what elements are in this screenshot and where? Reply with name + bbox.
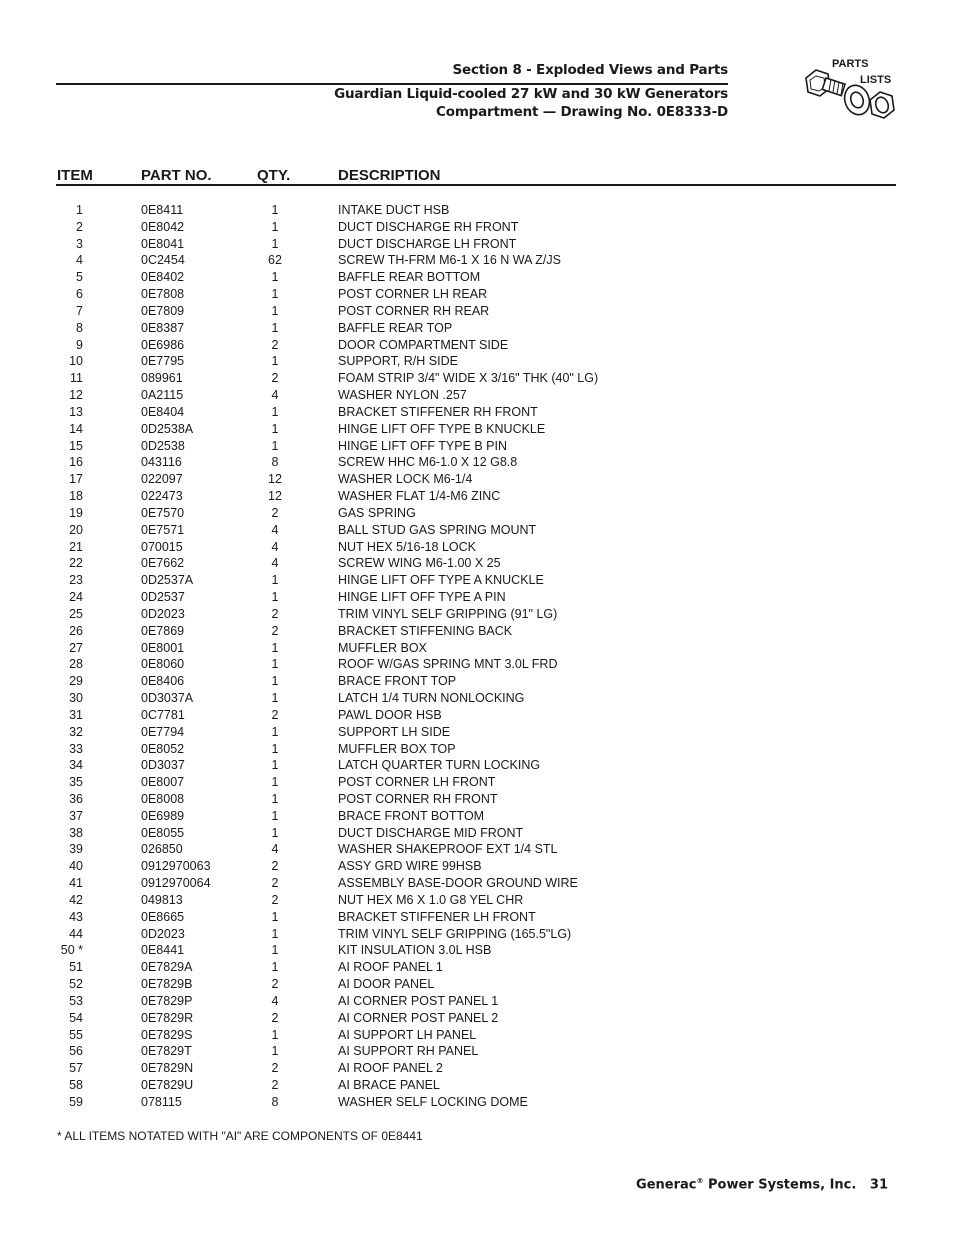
quantity: 8 xyxy=(271,1094,279,1109)
part-number: 070015 xyxy=(141,539,183,554)
table-row xyxy=(0,421,954,438)
quantity: 2 xyxy=(271,623,279,638)
parts-lists-logo xyxy=(800,56,900,136)
quantity: 1 xyxy=(271,1027,279,1042)
quantity: 2 xyxy=(271,606,279,621)
table-row xyxy=(0,320,954,337)
part-number: 022097 xyxy=(141,472,183,487)
table-row xyxy=(0,959,954,976)
item-number: 36 xyxy=(69,791,83,806)
quantity: 1 xyxy=(271,926,279,941)
item-number: 53 xyxy=(69,993,83,1008)
item-number: 26 xyxy=(69,623,83,638)
table-row xyxy=(0,1010,954,1027)
description: BRACKET STIFFENER RH FRONT xyxy=(338,404,538,419)
description: DUCT DISCHARGE MID FRONT xyxy=(338,825,524,840)
part-number: 0E8387 xyxy=(141,320,185,335)
item-number: 19 xyxy=(69,505,83,520)
item-number: 52 xyxy=(69,977,83,992)
part-number: 0E8008 xyxy=(141,791,185,806)
description: WASHER LOCK M6-1/4 xyxy=(338,472,473,487)
item-number: 17 xyxy=(69,472,83,487)
description: POST CORNER LH REAR xyxy=(338,287,488,302)
description: AI SUPPORT LH PANEL xyxy=(338,1027,477,1042)
part-number: 0E7829S xyxy=(141,1027,193,1042)
description: BRACKET STIFFENER LH FRONT xyxy=(338,909,536,924)
description: POST CORNER RH REAR xyxy=(338,303,490,318)
quantity: 1 xyxy=(271,438,279,453)
quantity: 4 xyxy=(271,556,279,571)
item-number: 54 xyxy=(69,1010,83,1025)
part-number: 0E8404 xyxy=(141,404,185,419)
description: TRIM VINYL SELF GRIPPING (165.5"LG) xyxy=(338,926,572,941)
table-row xyxy=(0,993,954,1010)
part-number: 0E8052 xyxy=(141,741,185,756)
item-number: 56 xyxy=(69,1044,83,1059)
part-number: 0E7808 xyxy=(141,287,185,302)
quantity: 4 xyxy=(271,522,279,537)
part-number: 0E8406 xyxy=(141,674,185,689)
description: SCREW TH-FRM M6-1 X 16 N WA Z/JS xyxy=(338,253,561,268)
item-number: 21 xyxy=(69,539,83,554)
quantity: 1 xyxy=(271,640,279,655)
description: WASHER NYLON .257 xyxy=(338,388,467,403)
quantity: 1 xyxy=(271,303,279,318)
item-number: 5 xyxy=(76,270,83,285)
part-number: 0E8665 xyxy=(141,909,185,924)
part-number: 0E7829A xyxy=(141,960,193,975)
table-row xyxy=(0,353,954,370)
description: AI CORNER POST PANEL 2 xyxy=(338,1010,499,1025)
quantity: 8 xyxy=(271,455,279,470)
item-number: 16 xyxy=(69,455,83,470)
drawing-subtitle: Compartment — Drawing No. 0E8333-D xyxy=(436,104,728,120)
table-row xyxy=(0,269,954,286)
footer-company: Power Systems, Inc. xyxy=(703,1177,857,1193)
registered-mark: ® xyxy=(696,1177,704,1185)
description: ASSY GRD WIRE 99HSB xyxy=(338,859,482,874)
part-number: 049813 xyxy=(141,892,183,907)
item-number: 14 xyxy=(69,421,83,436)
quantity: 1 xyxy=(271,741,279,756)
part-number: 0E8055 xyxy=(141,825,185,840)
part-number: 0D3037 xyxy=(141,758,185,773)
part-number: 0E6989 xyxy=(141,808,185,823)
quantity: 1 xyxy=(271,203,279,217)
description: HINGE LIFT OFF TYPE A KNUCKLE xyxy=(338,573,544,588)
table-row xyxy=(0,690,954,707)
description: MUFFLER BOX xyxy=(338,640,427,655)
item-number: 33 xyxy=(69,741,83,756)
quantity: 1 xyxy=(271,287,279,302)
table-row xyxy=(0,825,954,842)
part-number: 0D2537 xyxy=(141,590,185,605)
description: ROOF W/GAS SPRING MNT 3.0L FRD xyxy=(338,657,558,672)
item-number: 51 xyxy=(69,960,83,975)
quantity: 4 xyxy=(271,842,279,857)
quantity: 2 xyxy=(271,892,279,907)
table-row xyxy=(0,1094,954,1111)
item-number: 41 xyxy=(69,876,83,891)
part-number: 0E7829B xyxy=(141,977,193,992)
part-number: 0C2454 xyxy=(141,253,185,268)
quantity: 12 xyxy=(268,489,282,504)
table-row xyxy=(0,252,954,269)
item-number: 31 xyxy=(69,707,83,722)
description: HINGE LIFT OFF TYPE B KNUCKLE xyxy=(338,421,546,436)
part-number: 0E8007 xyxy=(141,775,185,790)
section-heading: Section 8 - Exploded Views and Parts xyxy=(452,62,728,78)
quantity: 62 xyxy=(268,253,282,268)
description: INTAKE DUCT HSB xyxy=(338,203,450,217)
part-number: 0E8042 xyxy=(141,219,185,234)
column-header-part-no: PART NO. xyxy=(141,167,212,184)
column-header-rule xyxy=(56,184,896,186)
part-number: 0E6986 xyxy=(141,337,185,352)
description: AI ROOF PANEL 1 xyxy=(338,960,443,975)
quantity: 4 xyxy=(271,388,279,403)
part-number: 0E7571 xyxy=(141,522,185,537)
quantity: 12 xyxy=(268,472,282,487)
item-number: 6 xyxy=(76,287,83,302)
column-header-item: ITEM xyxy=(57,167,93,184)
description: HINGE LIFT OFF TYPE A PIN xyxy=(338,590,506,605)
quantity: 4 xyxy=(271,539,279,554)
part-number: 0E7794 xyxy=(141,724,185,739)
item-number: 18 xyxy=(69,489,83,504)
item-number: 10 xyxy=(69,354,83,369)
item-number: 38 xyxy=(69,825,83,840)
part-number: 0E7829T xyxy=(141,1044,192,1059)
description: AI BRACE PANEL xyxy=(338,1078,440,1093)
quantity: 1 xyxy=(271,354,279,369)
part-number: 043116 xyxy=(141,455,182,470)
document-title: Guardian Liquid-cooled 27 kW and 30 kW Generators xyxy=(334,86,728,102)
item-number: 44 xyxy=(69,926,83,941)
quantity: 2 xyxy=(271,337,279,352)
item-number: 29 xyxy=(69,674,83,689)
part-number: 0E7829U xyxy=(141,1078,194,1093)
item-number: 50 * xyxy=(60,943,83,958)
description: AI ROOF PANEL 2 xyxy=(338,1061,443,1076)
footer-brand: Generac xyxy=(636,1177,697,1193)
part-number: 078115 xyxy=(141,1094,182,1109)
quantity: 1 xyxy=(271,724,279,739)
part-number: 0E8411 xyxy=(141,203,184,217)
quantity: 1 xyxy=(271,404,279,419)
table-row xyxy=(0,791,954,808)
table-row xyxy=(0,875,954,892)
table-row xyxy=(0,707,954,724)
description: MUFFLER BOX TOP xyxy=(338,741,456,756)
part-number: 0D2538A xyxy=(141,421,194,436)
item-number: 30 xyxy=(69,691,83,706)
table-row xyxy=(0,858,954,875)
quantity: 1 xyxy=(271,657,279,672)
table-row xyxy=(0,1027,954,1044)
table-row xyxy=(0,741,954,758)
description: GAS SPRING xyxy=(338,505,416,520)
item-number: 39 xyxy=(69,842,83,857)
description: DUCT DISCHARGE LH FRONT xyxy=(338,236,517,251)
item-number: 40 xyxy=(69,859,83,874)
item-number: 15 xyxy=(69,438,83,453)
description: BRACKET STIFFENING BACK xyxy=(338,623,513,638)
table-row xyxy=(0,337,954,354)
table-row xyxy=(0,926,954,943)
table-row xyxy=(0,505,954,522)
part-number: 0E7829N xyxy=(141,1061,194,1076)
description: NUT HEX 5/16-18 LOCK xyxy=(338,539,477,554)
item-number: 4 xyxy=(76,253,83,268)
quantity: 4 xyxy=(271,993,279,1008)
table-row xyxy=(0,1043,954,1060)
quantity: 2 xyxy=(271,505,279,520)
part-number: 0E8060 xyxy=(141,657,185,672)
table-row xyxy=(0,774,954,791)
item-number: 12 xyxy=(69,388,83,403)
item-number: 3 xyxy=(76,236,83,251)
part-number: 0E7570 xyxy=(141,505,185,520)
quantity: 1 xyxy=(271,270,279,285)
table-row xyxy=(0,757,954,774)
item-number: 8 xyxy=(76,320,83,335)
table-row xyxy=(0,724,954,741)
description: TRIM VINYL SELF GRIPPING (91" LG) xyxy=(338,606,558,621)
quantity: 2 xyxy=(271,1010,279,1025)
item-number: 20 xyxy=(69,522,83,537)
quantity: 2 xyxy=(271,371,279,386)
table-row xyxy=(0,522,954,539)
part-number: 0E7829R xyxy=(141,1010,194,1025)
table-row xyxy=(0,202,954,219)
quantity: 1 xyxy=(271,775,279,790)
table-row xyxy=(0,286,954,303)
quantity: 1 xyxy=(271,758,279,773)
column-header-description: DESCRIPTION xyxy=(338,167,441,184)
item-number: 58 xyxy=(69,1078,83,1093)
description: NUT HEX M6 X 1.0 G8 YEL CHR xyxy=(338,892,524,907)
table-row xyxy=(0,640,954,657)
part-number: 0E7829P xyxy=(141,993,193,1008)
item-number: 1 xyxy=(76,203,83,217)
item-number: 11 xyxy=(70,371,83,386)
table-row xyxy=(0,303,954,320)
quantity: 1 xyxy=(271,421,279,436)
description: WASHER FLAT 1/4-M6 ZINC xyxy=(338,489,501,504)
quantity: 1 xyxy=(271,219,279,234)
table-row xyxy=(0,808,954,825)
quantity: 1 xyxy=(271,674,279,689)
item-number: 34 xyxy=(69,758,83,773)
table-row xyxy=(0,539,954,556)
table-row xyxy=(0,236,954,253)
item-number: 27 xyxy=(69,640,83,655)
table-row xyxy=(0,1077,954,1094)
part-number: 0D2023 xyxy=(141,926,185,941)
table-row xyxy=(0,370,954,387)
description: FOAM STRIP 3/4" WIDE X 3/16" THK (40" LG) xyxy=(338,371,599,386)
description: SUPPORT LH SIDE xyxy=(338,724,451,739)
quantity: 1 xyxy=(271,590,279,605)
item-number: 22 xyxy=(69,556,83,571)
table-row xyxy=(0,1060,954,1077)
description: BALL STUD GAS SPRING MOUNT xyxy=(338,522,537,537)
description: LATCH QUARTER TURN LOCKING xyxy=(338,758,541,773)
part-number: 0912970063 xyxy=(141,859,211,874)
logo-text-lists: LISTS xyxy=(860,74,892,86)
part-number: 0D2023 xyxy=(141,606,185,621)
table-row xyxy=(0,841,954,858)
description: AI SUPPORT RH PANEL xyxy=(338,1044,479,1059)
table-row xyxy=(0,892,954,909)
description: BRACE FRONT BOTTOM xyxy=(338,808,485,823)
item-number: 7 xyxy=(76,303,83,318)
table-row xyxy=(0,454,954,471)
item-number: 13 xyxy=(69,404,83,419)
table-row xyxy=(0,606,954,623)
part-number: 0E7662 xyxy=(141,556,185,571)
item-number: 9 xyxy=(76,337,83,352)
part-number: 0C7781 xyxy=(141,707,185,722)
description: ASSEMBLY BASE-DOOR GROUND WIRE xyxy=(338,876,578,891)
part-number: 0E8001 xyxy=(141,640,185,655)
part-number: 0A2115 xyxy=(141,388,184,403)
item-number: 28 xyxy=(69,657,83,672)
part-number: 0D2538 xyxy=(141,438,185,453)
page-footer xyxy=(636,1177,888,1192)
description: POST CORNER LH FRONT xyxy=(338,775,496,790)
quantity: 1 xyxy=(271,909,279,924)
description: LATCH 1/4 TURN NONLOCKING xyxy=(338,691,525,706)
quantity: 1 xyxy=(271,943,279,958)
quantity: 1 xyxy=(271,236,279,251)
item-number: 57 xyxy=(69,1061,83,1076)
item-number: 43 xyxy=(69,909,83,924)
quantity: 1 xyxy=(271,791,279,806)
item-number: 55 xyxy=(69,1027,83,1042)
table-row xyxy=(0,909,954,926)
description: PAWL DOOR HSB xyxy=(338,707,442,722)
quantity: 2 xyxy=(271,1078,279,1093)
item-number: 23 xyxy=(69,573,83,588)
table-row xyxy=(0,387,954,404)
item-number: 2 xyxy=(76,219,83,234)
parts-table xyxy=(0,202,954,1111)
part-number: 0E8041 xyxy=(141,236,185,251)
item-number: 32 xyxy=(69,724,83,739)
description: KIT INSULATION 3.0L HSB xyxy=(338,943,492,958)
part-number: 0E7869 xyxy=(141,623,185,638)
part-number: 089961 xyxy=(141,371,183,386)
table-row xyxy=(0,942,954,959)
item-number: 24 xyxy=(69,590,83,605)
table-row xyxy=(0,589,954,606)
logo-text-parts: PARTS xyxy=(832,58,869,70)
table-row xyxy=(0,488,954,505)
item-number: 42 xyxy=(69,892,83,907)
part-number: 026850 xyxy=(141,842,183,857)
quantity: 2 xyxy=(271,977,279,992)
quantity: 2 xyxy=(271,707,279,722)
item-number: 37 xyxy=(69,808,83,823)
part-number: 0E8441 xyxy=(141,943,185,958)
quantity: 1 xyxy=(271,960,279,975)
column-header-qty: QTY. xyxy=(257,167,291,184)
header-rule xyxy=(56,83,728,85)
table-row xyxy=(0,673,954,690)
description: DOOR COMPARTMENT SIDE xyxy=(338,337,509,352)
table-row xyxy=(0,656,954,673)
quantity: 2 xyxy=(271,876,279,891)
description: BAFFLE REAR BOTTOM xyxy=(338,270,481,285)
page-number: 31 xyxy=(869,1177,888,1193)
table-row xyxy=(0,555,954,572)
description: POST CORNER RH FRONT xyxy=(338,791,498,806)
part-number: 0E7795 xyxy=(141,354,185,369)
quantity: 1 xyxy=(271,320,279,335)
quantity: 1 xyxy=(271,573,279,588)
part-number: 0E8402 xyxy=(141,270,185,285)
table-row xyxy=(0,219,954,236)
description: DUCT DISCHARGE RH FRONT xyxy=(338,219,519,234)
table-row xyxy=(0,438,954,455)
part-number: 0D2537A xyxy=(141,573,194,588)
quantity: 1 xyxy=(271,808,279,823)
part-number: 0E7809 xyxy=(141,303,185,318)
description: WASHER SELF LOCKING DOME xyxy=(338,1094,528,1109)
description: SCREW WING M6-1.00 X 25 xyxy=(338,556,501,571)
quantity: 1 xyxy=(271,1044,279,1059)
item-number: 35 xyxy=(69,775,83,790)
table-row xyxy=(0,623,954,640)
part-number: 0912970064 xyxy=(141,876,211,891)
table-row xyxy=(0,976,954,993)
description: BRACE FRONT TOP xyxy=(338,674,457,689)
part-number: 022473 xyxy=(141,489,183,504)
quantity: 2 xyxy=(271,1061,279,1076)
description: AI DOOR PANEL xyxy=(338,977,435,992)
description: WASHER SHAKEPROOF EXT 1/4 STL xyxy=(338,842,558,857)
part-number: 0D3037A xyxy=(141,691,194,706)
item-number: 25 xyxy=(69,606,83,621)
table-row xyxy=(0,471,954,488)
quantity: 2 xyxy=(271,859,279,874)
quantity: 1 xyxy=(271,825,279,840)
quantity: 1 xyxy=(271,691,279,706)
item-number: 59 xyxy=(69,1094,83,1109)
description: HINGE LIFT OFF TYPE B PIN xyxy=(338,438,508,453)
description: SUPPORT, R/H SIDE xyxy=(338,354,458,369)
footnote: * ALL ITEMS NOTATED WITH "AI" ARE COMPONENTS OF 0E8441 xyxy=(57,1129,423,1143)
description: AI CORNER POST PANEL 1 xyxy=(338,993,499,1008)
description: BAFFLE REAR TOP xyxy=(338,320,453,335)
table-row xyxy=(0,404,954,421)
description: SCREW HHC M6-1.0 X 12 G8.8 xyxy=(338,455,518,470)
table-row xyxy=(0,572,954,589)
